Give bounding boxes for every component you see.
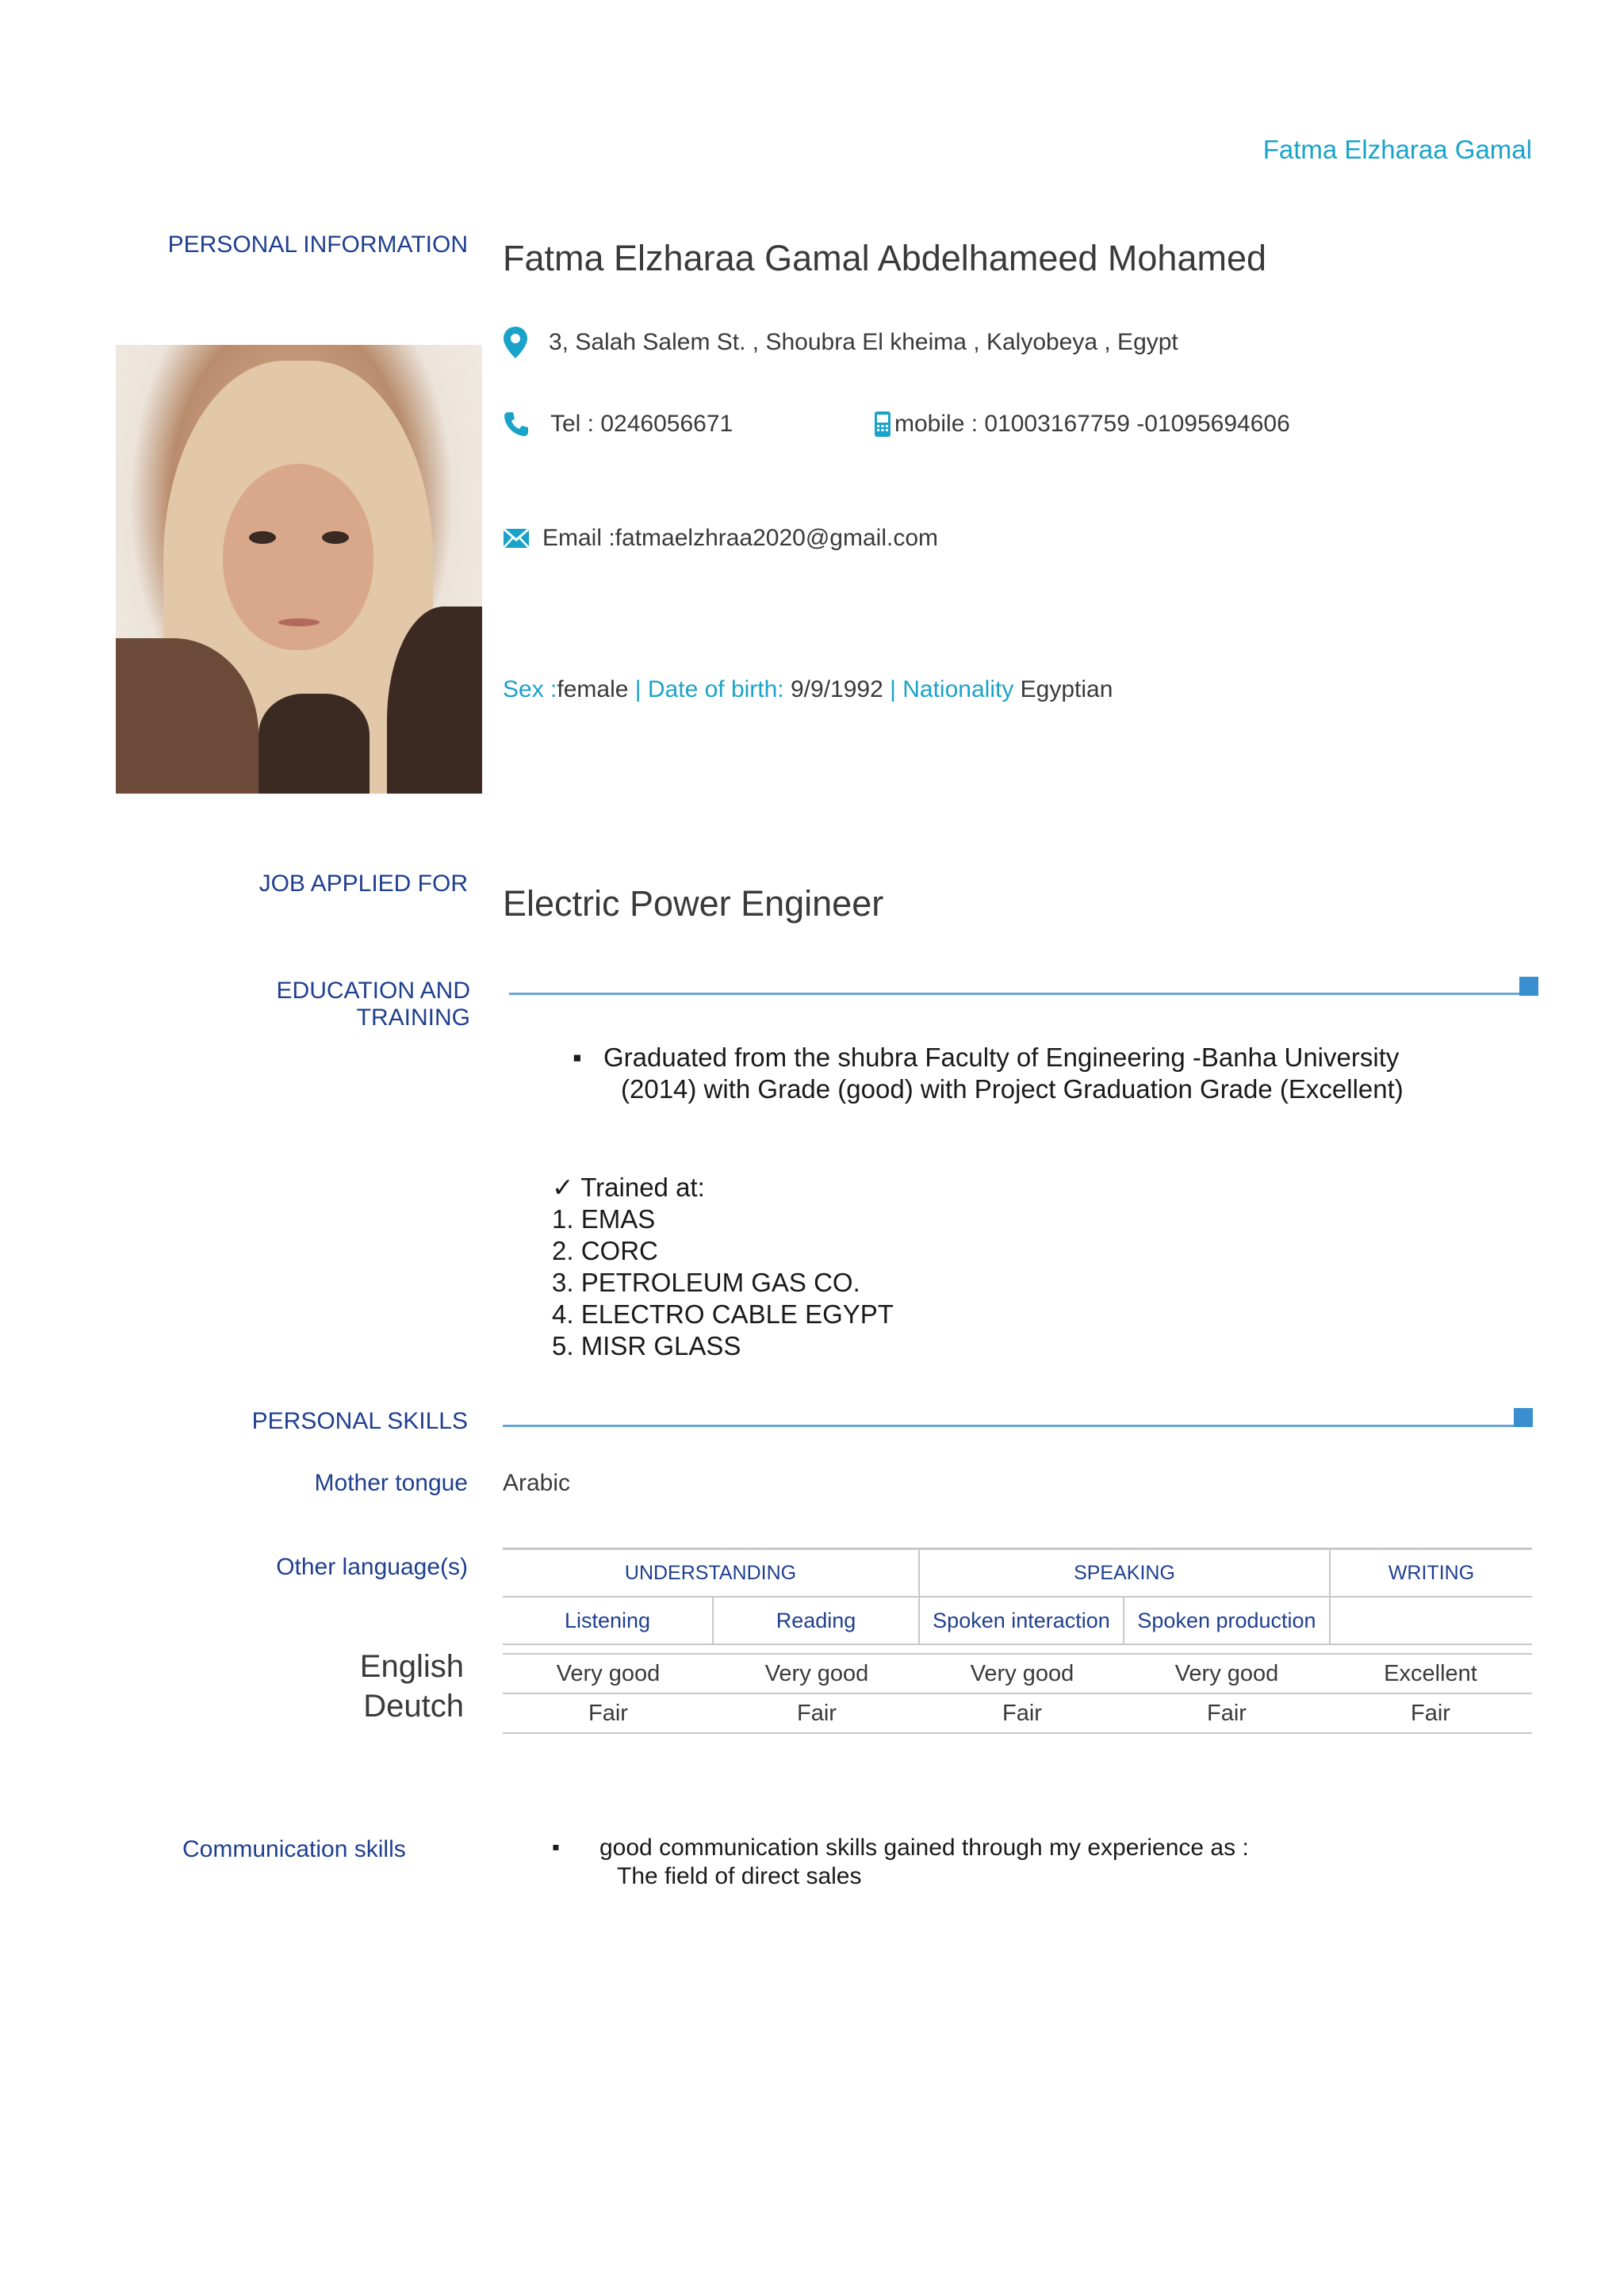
reading-header: Reading [714, 1598, 920, 1644]
personal-details-line [503, 676, 1113, 703]
full-name: Fatma Elzharaa Gamal Abdelhameed Mohamed [503, 238, 1267, 278]
dob-label: Date of birth: [647, 676, 784, 702]
address-text: 3, Salah Salem St. , Shoubra El kheima , Kalyobeya , Egypt [549, 329, 1178, 355]
language-row-english [503, 1655, 1532, 1694]
skills-rule-marker [1514, 1408, 1533, 1427]
address-line [503, 327, 1178, 358]
degree-line-1: Graduated from the shubra Faculty of Engineering -Banha University [603, 1043, 1400, 1072]
communication-line-2: The field of direct sales [617, 1863, 862, 1889]
education-rule [509, 993, 1521, 995]
job-title: Electric Power Engineer [503, 883, 884, 924]
tel-line [503, 411, 733, 438]
deutch-writing: Fair [1411, 1700, 1450, 1726]
nationality-label: Nationality [902, 676, 1014, 702]
spoken-interaction-header: Spoken interaction [920, 1598, 1124, 1644]
personal-information-label: PERSONAL INFORMATION [167, 232, 468, 258]
understanding-header: UNDERSTANDING [503, 1550, 920, 1596]
deutch-production: Fair [1207, 1700, 1247, 1726]
sex-label: Sex : [503, 676, 557, 702]
mobile-line [874, 411, 1290, 438]
training-item: 3. PETROLEUM GAS CO. [552, 1268, 860, 1297]
education-bullet: ▪ [573, 1043, 582, 1072]
separator: | [628, 676, 648, 702]
communication-skills-label: Communication skills [182, 1836, 406, 1862]
location-pin-icon [503, 327, 528, 358]
mother-tongue-value: Arabic [503, 1470, 571, 1496]
language-name-english: English [359, 1649, 464, 1684]
trained-label: Trained at: [580, 1173, 705, 1202]
writing-header: WRITING [1388, 1561, 1475, 1584]
separator: | [883, 676, 903, 702]
sex-value: female [557, 676, 629, 702]
email-text: Email :fatmaelzhraa2020@gmail.com [542, 525, 938, 551]
deutch-listening: Fair [588, 1700, 628, 1726]
language-name-deutch: Deutch [363, 1689, 464, 1724]
envelope-icon [503, 528, 530, 549]
english-listening: Very good [556, 1660, 661, 1686]
mother-tongue-label: Mother tongue [314, 1470, 468, 1496]
tel-text: Tel : 0246056671 [550, 411, 733, 437]
phone-icon [503, 411, 530, 438]
listening-header: Listening [503, 1598, 714, 1644]
english-interaction: Very good [970, 1660, 1074, 1686]
training-item: 2. CORC [552, 1236, 658, 1265]
english-reading: Very good [764, 1660, 869, 1686]
personal-skills-label: PERSONAL SKILLS [251, 1408, 468, 1434]
profile-photo [116, 345, 482, 794]
language-row-deutch [503, 1694, 1532, 1734]
training-item: 1. EMAS [552, 1204, 656, 1234]
degree-line-2: (2014) with Grade (good) with Project Graduation Grade (Excellent) [621, 1074, 1404, 1104]
language-table [503, 1548, 1532, 1734]
other-languages-label: Other language(s) [276, 1554, 468, 1580]
deutch-reading: Fair [797, 1700, 837, 1726]
email-line [503, 525, 938, 552]
education-label: EDUCATION AND TRAINING [276, 978, 470, 1031]
header-name: Fatma Elzharaa Gamal [1262, 135, 1532, 164]
skills-rule [503, 1425, 1516, 1427]
mobile-phone-icon [874, 411, 891, 438]
deutch-interaction: Fair [1002, 1700, 1042, 1726]
spoken-production-header: Spoken production [1124, 1598, 1331, 1644]
mobile-text: mobile : 01003167759 -01095694606 [894, 411, 1290, 437]
job-applied-label: JOB APPLIED FOR [259, 871, 468, 897]
training-item: 5. MISR GLASS [552, 1331, 741, 1360]
training-item: 4. ELECTRO CABLE EGYPT [552, 1299, 894, 1329]
education-rule-marker [1519, 977, 1538, 996]
communication-bullet: ▪ [552, 1835, 560, 1859]
english-production: Very good [1174, 1660, 1279, 1686]
trained-block [552, 1172, 894, 1362]
check-icon: ✓ [552, 1173, 574, 1202]
nationality-value: Egyptian [1013, 676, 1113, 702]
communication-line-1: good communication skills gained through my experience as : [599, 1835, 1249, 1861]
dob-value: 9/9/1992 [783, 676, 883, 702]
english-writing: Excellent [1384, 1660, 1477, 1686]
speaking-header: SPEAKING [920, 1550, 1331, 1596]
